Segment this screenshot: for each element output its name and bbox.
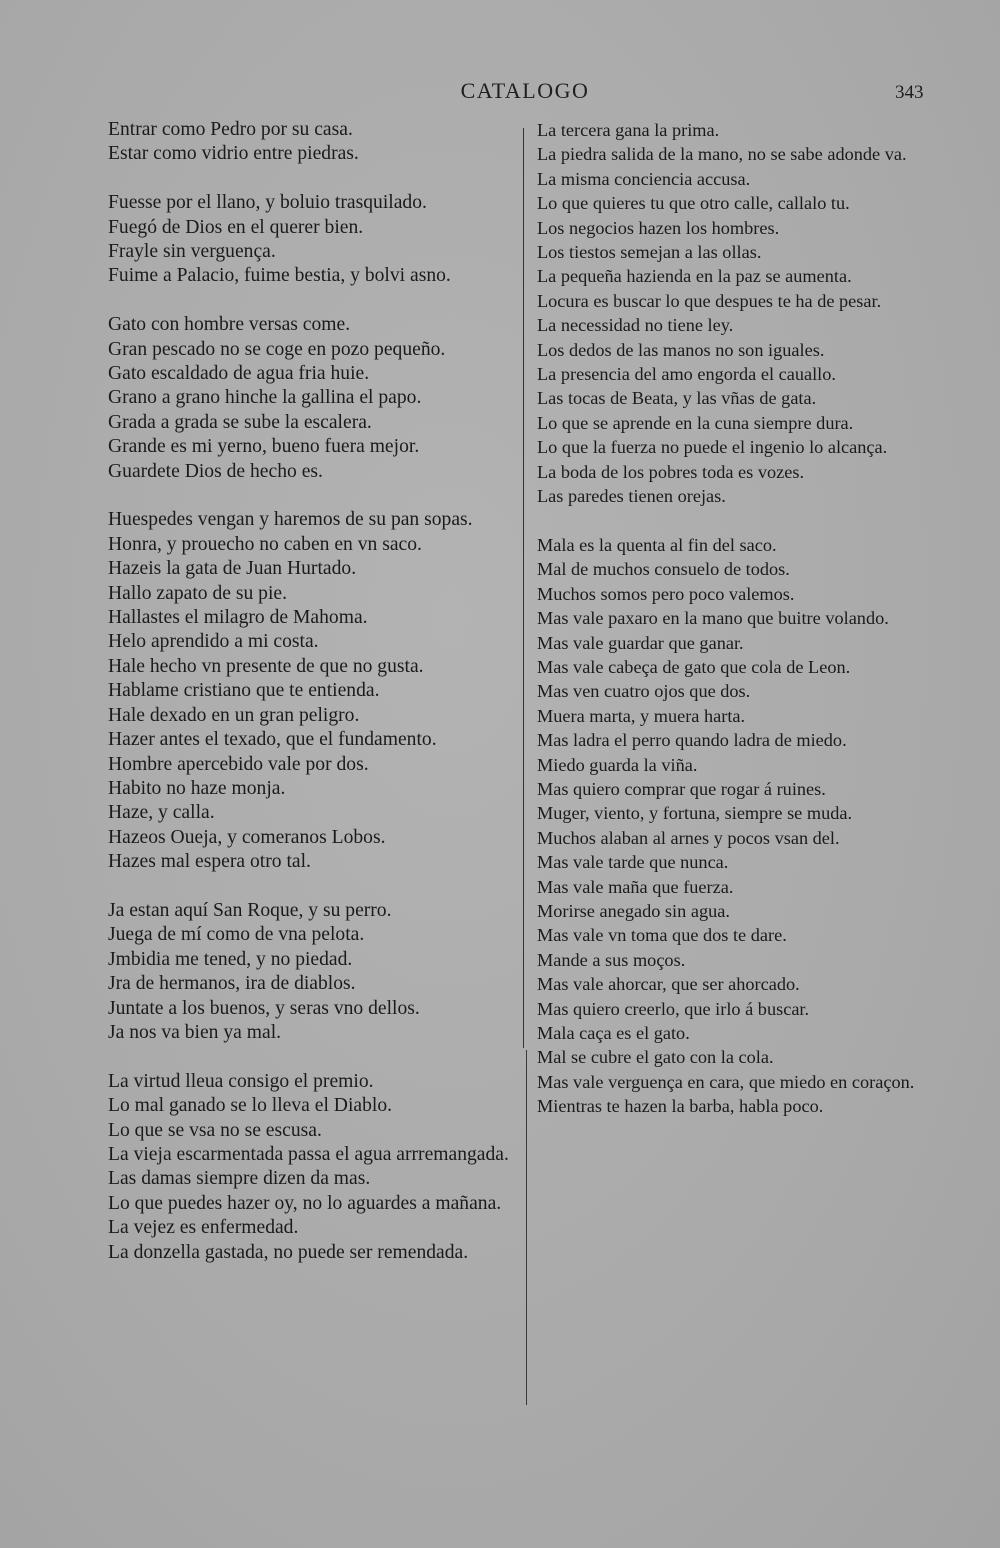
proverb-entry: Entrar como Pedro por su casa. <box>108 119 353 140</box>
proverb-entry: Fuime a Palacio, fuime bestia, y bolvi asno. <box>108 265 451 287</box>
proverb-entry: Hallastes el milagro de Mahoma. <box>108 607 368 629</box>
proverb-group <box>108 313 516 484</box>
proverb-entry: Hazes mal espera otro tal. <box>108 851 311 873</box>
proverb-group <box>108 1070 516 1265</box>
proverb-entry: Mientras te hazen la barba, habla poco. <box>537 1096 824 1117</box>
proverb-entry: La virtud lleua consigo el premio. <box>108 1070 374 1092</box>
proverb-entry: Mas vale paxaro en la mano que buitre volando. <box>537 608 889 629</box>
proverb-entry: Muchos somos pero poco valemos. <box>537 583 795 604</box>
proverb-entry: Mal de muchos consuelo de todos. <box>537 559 790 580</box>
column-divider <box>523 128 524 1048</box>
proverb-entry: Huespedes vengan y haremos de su pan sopas. <box>108 509 473 531</box>
proverb-entry: Las tocas de Beata, y las vñas de gata. <box>537 388 817 409</box>
proverb-entry: La vejez es enfermedad. <box>108 1217 299 1239</box>
column-divider-lower <box>526 1050 527 1405</box>
proverb-entry: Hale dexado en un gran peligro. <box>108 704 360 726</box>
proverb-entry: Hazer antes el texado, que el fundamento. <box>108 729 437 751</box>
proverb-entry: La vieja escarmentada passa el agua arrremangada. <box>108 1143 509 1165</box>
proverb-entry: Honra, y prouecho no caben en vn saco. <box>108 533 422 555</box>
proverb-entry: Lo que puedes hazer oy, no lo aguardes a mañana. <box>108 1192 502 1214</box>
proverb-entry: Mala es la quenta al fin del saco. <box>537 534 777 555</box>
proverb-entry: Mas vale vn toma que dos te dare. <box>537 925 787 946</box>
proverb-entry: Ja nos va bien ya mal. <box>108 1021 282 1043</box>
proverb-entry: Gato con hombre versas come. <box>108 314 351 336</box>
proverb-entry: Hazeis la gata de Juan Hurtado. <box>108 558 357 580</box>
proverb-entry: Hablame cristiano que te entienda. <box>108 680 380 702</box>
proverb-entry: Los negocios hazen los hombres. <box>537 217 780 238</box>
proverb-entry: Las damas siempre dizen da mas. <box>108 1168 371 1190</box>
proverb-entry: Gato escaldado de agua fria huie. <box>108 363 370 385</box>
proverb-entry: Hombre apercebido vale por dos. <box>108 753 369 775</box>
proverb-entry: Mas quiero creerlo, que irlo á buscar. <box>537 998 810 1019</box>
proverb-entry: Grande es mi yerno, bueno fuera mejor. <box>108 436 420 458</box>
proverb-entry: Miedo guarda la viña. <box>537 754 698 775</box>
proverb-entry: Lo que la fuerza no puede el ingenio lo alcança. <box>537 437 888 458</box>
proverb-entry: Morirse anegado sin agua. <box>537 900 730 921</box>
proverb-entry: Mas vale verguença en cara, que miedo en coraçon. <box>537 1071 915 1092</box>
proverb-entry: La pequeña hazienda en la paz se aumenta. <box>537 266 852 287</box>
proverb-entry: Hale hecho vn presente de que no gusta. <box>108 655 424 677</box>
proverb-group <box>108 899 516 1045</box>
proverb-entry: Las paredes tienen orejas. <box>537 486 726 507</box>
running-header-title: CATALOGO <box>460 78 590 103</box>
proverb-entry: Muger, viento, y fortuna, siempre se muda. <box>537 803 853 824</box>
proverb-entry: La boda de los pobres toda es vozes. <box>537 461 805 482</box>
proverb-entry: Gran pescado no se coge en pozo pequeño. <box>108 338 446 360</box>
proverb-entry: Estar como vidrio entre piedras. <box>108 143 359 165</box>
proverb-entry: Locura es buscar lo que despues te ha de pesar. <box>537 290 882 311</box>
proverb-entry: Mande a sus moços. <box>537 949 686 970</box>
proverb-entry: La misma conciencia accusa. <box>537 168 751 189</box>
proverb-entry: Hazeos Oueja, y comeranos Lobos. <box>108 826 386 848</box>
proverb-entry: Ja estan aquí San Roque, y su perro. <box>108 899 392 921</box>
proverb-entry: Lo que se aprende en la cuna siempre dura. <box>537 412 854 433</box>
proverb-entry: Los dedos de las manos no son iguales. <box>537 339 825 360</box>
left-column <box>108 118 516 1289</box>
proverb-entry: Hallo zapato de su pie. <box>108 582 288 604</box>
proverb-group <box>537 533 932 1119</box>
proverb-entry: La piedra salida de la mano, no se sabe adonde va. <box>537 144 907 165</box>
proverb-entry: Jmbidia me tened, y no piedad. <box>108 948 353 970</box>
proverb-entry: Guardete Dios de hecho es. <box>108 460 323 482</box>
proverb-entry: Grada a grada se sube la escalera. <box>108 411 372 433</box>
page-number: 343 <box>895 82 924 103</box>
proverb-entry: Mala caça es el gato. <box>537 1023 690 1044</box>
proverb-entry: Juntate a los buenos, y seras vno dellos. <box>108 997 420 1019</box>
proverb-entry: La presencia del amo engorda el cauallo. <box>537 364 836 385</box>
proverb-entry: Juega de mí como de vna pelota. <box>108 924 365 946</box>
proverb-group <box>108 508 516 874</box>
proverb-group <box>537 118 932 509</box>
proverb-entry: Lo mal ganado se lo lleva el Diablo. <box>108 1095 393 1117</box>
proverb-entry: Haze, y calla. <box>108 802 215 824</box>
proverb-entry: Fuegó de Dios en el querer bien. <box>108 216 364 238</box>
proverb-entry: Helo aprendido a mi costa. <box>108 631 319 653</box>
right-column <box>537 118 932 1143</box>
proverb-entry: Lo que quieres tu que otro calle, callalo tu. <box>537 193 850 214</box>
proverb-entry: Lo que se vsa no se escusa. <box>108 1119 322 1141</box>
proverb-entry: Muchos alaban al arnes y pocos vsan del. <box>537 827 840 848</box>
proverb-entry: Mas vale tarde que nunca. <box>537 852 729 873</box>
proverb-entry: Mas quiero comprar que rogar á ruines. <box>537 778 826 799</box>
proverb-entry: La necessidad no tiene ley. <box>537 315 734 336</box>
proverb-group <box>108 191 516 289</box>
proverb-entry: Mas vale maña que fuerza. <box>537 876 734 897</box>
proverb-entry: Muera marta, y muera harta. <box>537 705 746 726</box>
proverb-entry: Jra de hermanos, ira de diablos. <box>108 973 356 995</box>
proverb-entry: La donzella gastada, no puede ser remendada. <box>108 1241 469 1263</box>
proverb-entry: Mal se cubre el gato con la cola. <box>537 1047 774 1068</box>
proverb-entry: Habito no haze monja. <box>108 777 286 799</box>
proverb-group <box>108 118 516 167</box>
proverb-entry: Grano a grano hinche la gallina el papo. <box>108 387 422 409</box>
proverb-entry: Los tiestos semejan a las ollas. <box>537 242 762 263</box>
proverb-entry: Mas ladra el perro quando ladra de miedo. <box>537 730 847 751</box>
proverb-entry: La tercera gana la prima. <box>537 120 720 140</box>
proverb-entry: Mas vale cabeça de gato que cola de Leon. <box>537 656 851 677</box>
proverb-entry: Fuesse por el llano, y boluio trasquilado. <box>108 192 427 214</box>
proverb-entry: Mas ven cuatro ojos que dos. <box>537 681 751 702</box>
proverb-entry: Mas vale ahorcar, que ser ahorcado. <box>537 974 800 995</box>
proverb-entry: Mas vale guardar que ganar. <box>537 632 744 653</box>
proverb-entry: Frayle sin verguença. <box>108 241 276 263</box>
